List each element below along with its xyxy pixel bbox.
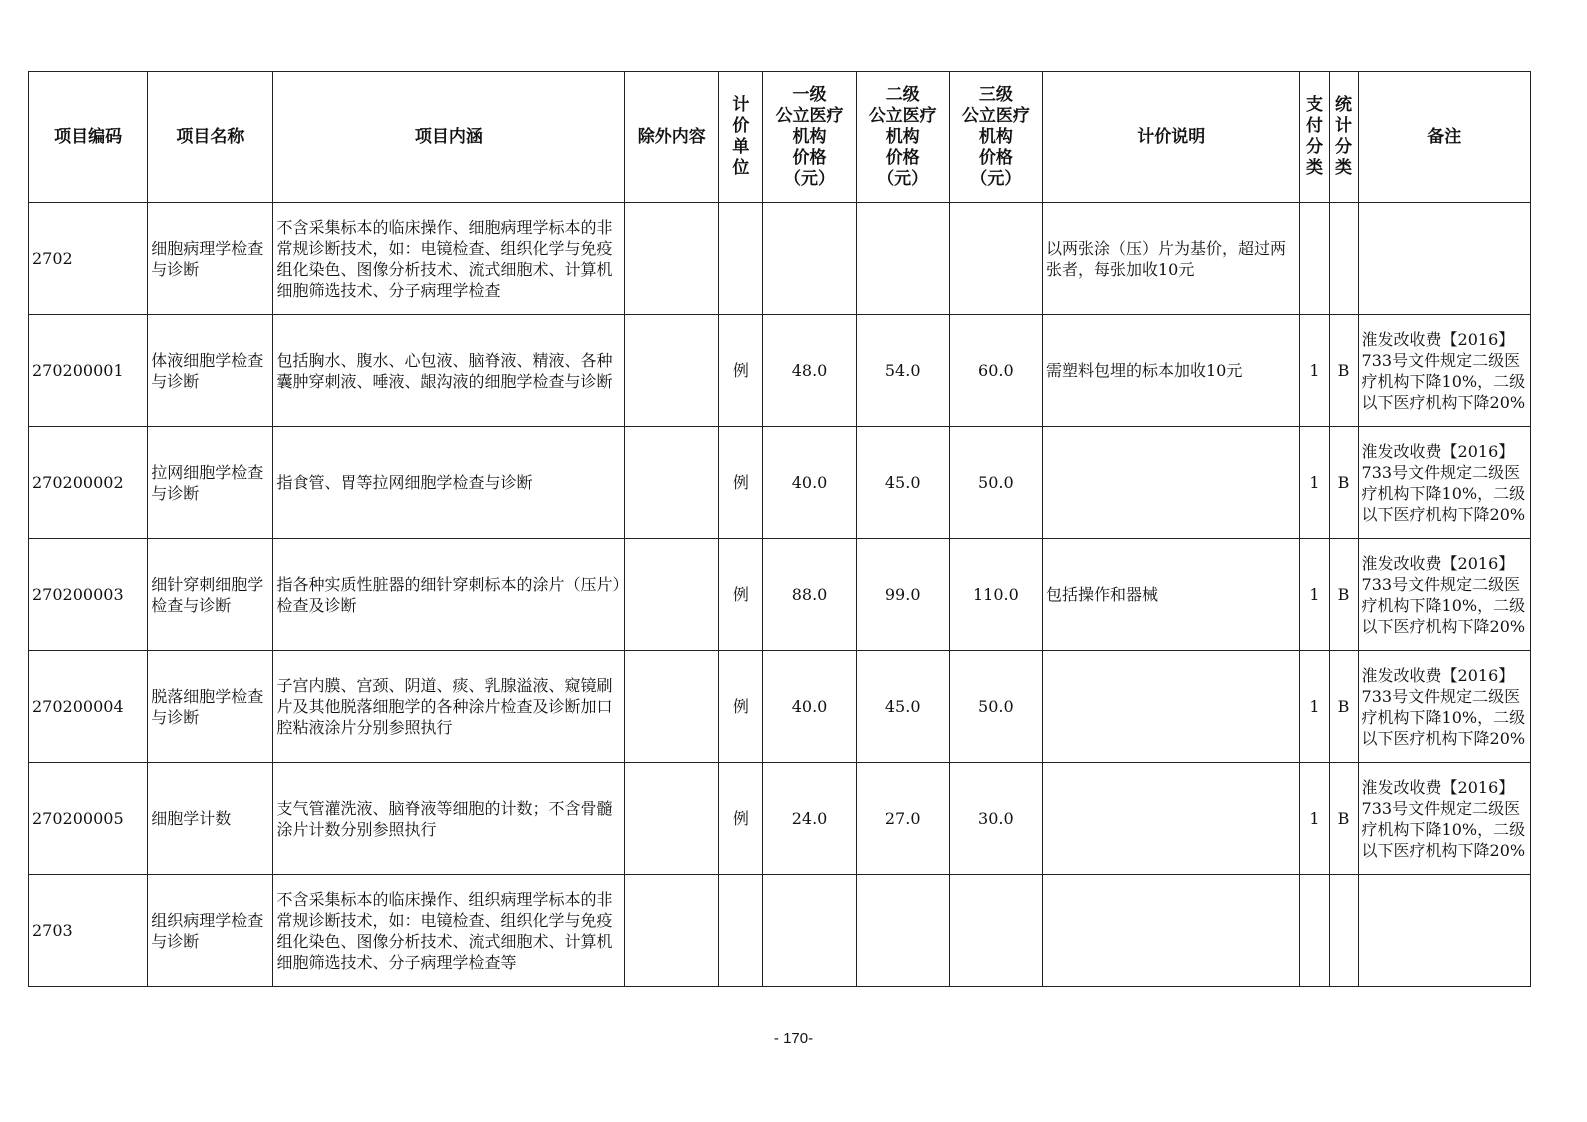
table-row <box>29 427 1531 539</box>
cell-exclusions <box>625 763 719 875</box>
cell-pricing-note: 包括操作和器械 <box>1042 539 1300 651</box>
price-table <box>28 71 1531 987</box>
cell-price-level2 <box>856 203 949 315</box>
cell-pricing-note: 以两张涂（压）片为基价，超过两张者，每张加收10元 <box>1042 203 1300 315</box>
cell-remarks: 淮发改收费【2016】733号文件规定二级医疗机构下降10%，二级以下医疗机构下降20% <box>1358 315 1530 427</box>
cell-name: 细针穿刺细胞学检查与诊断 <box>148 539 273 651</box>
cell-exclusions <box>625 203 719 315</box>
cell-price-level1: 48.0 <box>763 315 856 427</box>
cell-remarks: 淮发改收费【2016】733号文件规定二级医疗机构下降10%，二级以下医疗机构下降20% <box>1358 427 1530 539</box>
cell-code: 270200002 <box>29 427 148 539</box>
header-payment-class <box>1300 72 1329 203</box>
cell-price-level1: 40.0 <box>763 651 856 763</box>
header-unit-text: 计 价 单 位 <box>732 95 750 178</box>
cell-payment-class: 1 <box>1300 427 1329 539</box>
cell-exclusions <box>625 875 719 987</box>
cell-content: 子宫内膜、宫颈、阴道、痰、乳腺溢液、窥镜刷片及其他脱落细胞学的各种涂片检查及诊断加口腔粘液涂片分别参照执行 <box>273 651 625 763</box>
cell-pricing-note: 需塑料包埋的标本加收10元 <box>1042 315 1300 427</box>
cell-unit: 例 <box>719 763 763 875</box>
cell-price-level2: 27.0 <box>856 763 949 875</box>
cell-code: 270200003 <box>29 539 148 651</box>
cell-name: 体液细胞学检查与诊断 <box>148 315 273 427</box>
header-row <box>29 72 1531 203</box>
header-price-level1-text: 一级 公立医疗 机构 价格 （元） <box>775 84 844 189</box>
cell-unit: 例 <box>719 427 763 539</box>
table-row <box>29 651 1531 763</box>
cell-remarks: 淮发改收费【2016】733号文件规定二级医疗机构下降10%，二级以下医疗机构下降20% <box>1358 763 1530 875</box>
cell-price-level3: 110.0 <box>949 539 1042 651</box>
table-row <box>29 875 1531 987</box>
header-price-level1 <box>763 72 856 203</box>
cell-payment-class <box>1300 203 1329 315</box>
page-number: - 170- <box>773 1030 814 1047</box>
cell-remarks <box>1358 875 1530 987</box>
header-unit <box>719 72 763 203</box>
cell-code: 2703 <box>29 875 148 987</box>
table-row <box>29 539 1531 651</box>
table-row <box>29 763 1531 875</box>
cell-price-level1: 88.0 <box>763 539 856 651</box>
table-row <box>29 203 1531 315</box>
cell-content: 不含采集标本的临床操作、细胞病理学标本的非常规诊断技术，如：电镜检查、组织化学与免疫组化染色、图像分析技术、流式细胞术、计算机细胞筛选技术、分子病理学检查 <box>273 203 625 315</box>
cell-payment-class: 1 <box>1300 539 1329 651</box>
cell-stat-class: B <box>1329 315 1358 427</box>
table-row <box>29 315 1531 427</box>
cell-code: 270200005 <box>29 763 148 875</box>
cell-remarks: 淮发改收费【2016】733号文件规定二级医疗机构下降10%，二级以下医疗机构下降20% <box>1358 651 1530 763</box>
cell-pricing-note <box>1042 875 1300 987</box>
cell-price-level3: 60.0 <box>949 315 1042 427</box>
cell-remarks: 淮发改收费【2016】733号文件规定二级医疗机构下降10%，二级以下医疗机构下降20% <box>1358 539 1530 651</box>
cell-content: 支气管灌洗液、脑脊液等细胞的计数；不含骨髓涂片计数分别参照执行 <box>273 763 625 875</box>
header-exclusions: 除外内容 <box>625 72 719 203</box>
cell-name: 组织病理学检查与诊断 <box>148 875 273 987</box>
cell-code: 2702 <box>29 203 148 315</box>
cell-remarks <box>1358 203 1530 315</box>
header-payment-class-text: 支 付 分 类 <box>1305 95 1323 178</box>
header-content: 项目内涵 <box>273 72 625 203</box>
cell-name: 细胞学计数 <box>148 763 273 875</box>
cell-stat-class: B <box>1329 539 1358 651</box>
cell-code: 270200001 <box>29 315 148 427</box>
cell-price-level3 <box>949 203 1042 315</box>
header-price-level3-text: 三级 公立医疗 机构 价格 （元） <box>961 84 1030 189</box>
cell-price-level2 <box>856 875 949 987</box>
cell-code: 270200004 <box>29 651 148 763</box>
cell-unit: 例 <box>719 315 763 427</box>
cell-payment-class: 1 <box>1300 763 1329 875</box>
cell-stat-class: B <box>1329 763 1358 875</box>
cell-price-level3: 50.0 <box>949 427 1042 539</box>
cell-unit <box>719 875 763 987</box>
cell-content: 包括胸水、腹水、心包液、脑脊液、精液、各种囊肿穿刺液、唾液、龈沟液的细胞学检查与诊断 <box>273 315 625 427</box>
header-name: 项目名称 <box>148 72 273 203</box>
cell-unit: 例 <box>719 539 763 651</box>
cell-stat-class: B <box>1329 651 1358 763</box>
cell-exclusions <box>625 539 719 651</box>
cell-price-level3: 30.0 <box>949 763 1042 875</box>
header-price-level2-text: 二级 公立医疗 机构 价格 （元） <box>868 84 937 189</box>
cell-exclusions <box>625 315 719 427</box>
cell-stat-class: B <box>1329 427 1358 539</box>
cell-price-level1 <box>763 875 856 987</box>
cell-unit: 例 <box>719 651 763 763</box>
cell-payment-class: 1 <box>1300 315 1329 427</box>
cell-name: 拉网细胞学检查与诊断 <box>148 427 273 539</box>
cell-price-level2: 99.0 <box>856 539 949 651</box>
cell-stat-class <box>1329 875 1358 987</box>
cell-price-level1: 40.0 <box>763 427 856 539</box>
cell-name: 脱落细胞学检查与诊断 <box>148 651 273 763</box>
cell-price-level2: 54.0 <box>856 315 949 427</box>
cell-payment-class <box>1300 875 1329 987</box>
cell-price-level2: 45.0 <box>856 427 949 539</box>
cell-pricing-note <box>1042 427 1300 539</box>
header-code: 项目编码 <box>29 72 148 203</box>
header-pricing-note: 计价说明 <box>1042 72 1300 203</box>
cell-stat-class <box>1329 203 1358 315</box>
header-stat-class-text: 统 计 分 类 <box>1335 95 1353 178</box>
cell-price-level1: 24.0 <box>763 763 856 875</box>
cell-pricing-note <box>1042 651 1300 763</box>
cell-price-level3 <box>949 875 1042 987</box>
header-stat-class <box>1329 72 1358 203</box>
cell-name: 细胞病理学检查与诊断 <box>148 203 273 315</box>
cell-payment-class: 1 <box>1300 651 1329 763</box>
cell-content: 不含采集标本的临床操作、组织病理学标本的非常规诊断技术，如：电镜检查、组织化学与免疫组化染色、图像分析技术、流式细胞术、计算机细胞筛选技术、分子病理学检查等 <box>273 875 625 987</box>
cell-unit <box>719 203 763 315</box>
header-remarks: 备注 <box>1358 72 1530 203</box>
cell-price-level3: 50.0 <box>949 651 1042 763</box>
cell-exclusions <box>625 427 719 539</box>
header-price-level2 <box>856 72 949 203</box>
cell-pricing-note <box>1042 763 1300 875</box>
cell-content: 指食管、胃等拉网细胞学检查与诊断 <box>273 427 625 539</box>
cell-price-level2: 45.0 <box>856 651 949 763</box>
cell-exclusions <box>625 651 719 763</box>
cell-price-level1 <box>763 203 856 315</box>
header-price-level3 <box>949 72 1042 203</box>
cell-content: 指各种实质性脏器的细针穿刺标本的涂片（压片）检查及诊断 <box>273 539 625 651</box>
